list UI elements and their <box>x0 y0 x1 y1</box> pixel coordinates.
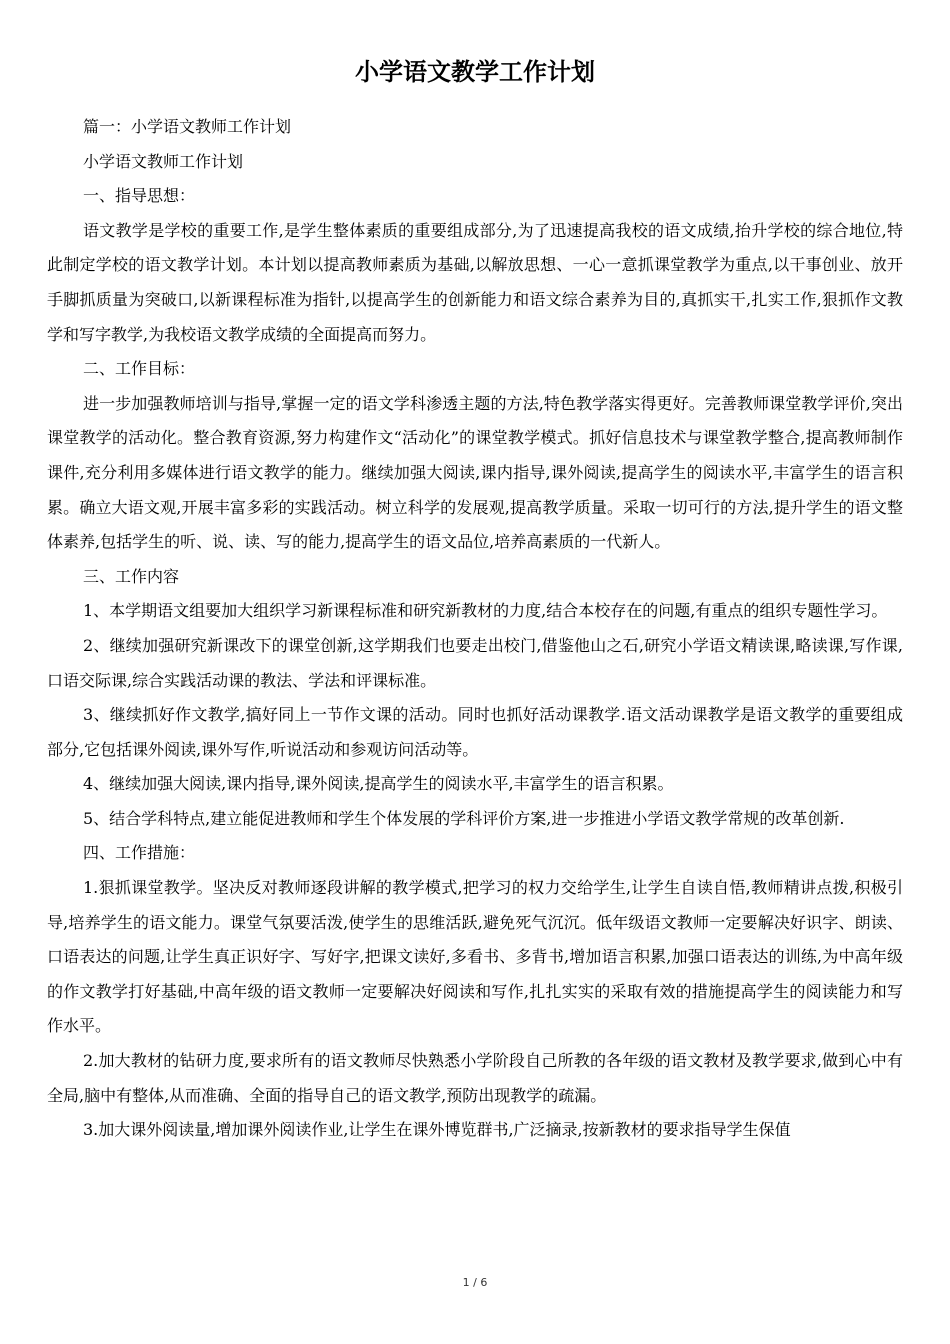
list-item: 4、继续加强大阅读,课内指导,课外阅读,提高学生的阅读水平,丰富学生的语言积累。 <box>83 774 674 794</box>
page-indicator: 1 / 6 <box>462 1276 488 1289</box>
document-title: 小学语文教学工作计划 <box>355 58 595 86</box>
paragraph: 进一步加强教师培训与指导,掌握一定的语文学科渗透主题的方法,特色教学落实得更好。完善教师课堂教学评价,突出课堂教学的活动化。整合教育资源,努力构建作文“活动化”的课堂教学模式。抓好信息技术与课堂教学整合,提高教师制作课件,充分利用多媒体进行语文教学的能力。继续加强大阅读,课内指导,课外阅读,提高学生的阅读水平,丰富学生的语言积累。确立大语文观,开展丰富多彩的实践活动。树立科学的发展观,提高教学质量。采取一切可行的方法,提升学生的语文整体素养,包括学生的听、说、读、写的能力,提高学生的语文品位,培养高素质的一代新人。 <box>47 393 903 552</box>
heading-guiding-thought: 一、指导思想： <box>83 186 196 206</box>
subtitle: 小学语文教师工作计划 <box>83 151 244 171</box>
list-item: 1.狠抓课堂教学。坚决反对教师逐段讲解的教学模式,把学习的权力交给学生,让学生自读自悟,教师精讲点拨,积极引导,培养学生的语文能力。课堂气氛要活泼,使学生的思维活跃,避免死气沉沉。低年级语文教师一定要解决好识字、朗读、口语表达的问题,让学生真正识好字、写好字,把课文读好,多看书、多背书,增加语言积累,加强口语表达的训练,为中高年级的作文教学打好基础,中高年级的语文教师一定要解决好阅读和写作,扎扎实实的采取有效的措施提高学生的阅读能力和写作水平。 <box>47 878 903 1036</box>
list-item: 2、继续加强研究新课改下的课堂创新,这学期我们也要走出校门,借鉴他山之石,研究小学语文精读课,略读课,写作课,口语交际课,综合实践活动课的教法、学法和评课标准。 <box>47 635 903 690</box>
heading-work-content: 三、工作内容 <box>83 566 180 586</box>
heading-work-goals: 二、工作目标： <box>83 359 196 379</box>
list-item: 5、结合学科特点,建立能促进教师和学生个体发展的学科评价方案,进一步推进小学语文教学常规的改革创新. <box>83 808 845 828</box>
list-item: 1、本学期语文组要加大组织学习新课程标准和研究新教材的力度,结合本校存在的问题,有重点的组织专题性学习。 <box>83 601 888 621</box>
document-page <box>47 52 903 1148</box>
section-label: 篇一：小学语文教师工作计划 <box>83 117 292 136</box>
list-item: 3.加大课外阅读量,增加课外阅读作业,让学生在课外博览群书,广泛摘录,按新教材的要求指导学生保值 <box>83 1120 791 1140</box>
document-body <box>47 110 903 1148</box>
heading-work-measures: 四、工作措施： <box>83 843 196 863</box>
list-item: 3、继续抓好作文教学,搞好同上一节作文课的活动。同时也抓好活动课教学.语文活动课教学是语文教学的重要组成部分,它包括课外阅读,课外写作,听说活动和参观访问活动等。 <box>47 705 903 759</box>
paragraph: 语文教学是学校的重要工作,是学生整体素质的重要组成部分,为了迅速提高我校的语文成绩,抬升学校的综合地位,特此制定学校的语文教学计划。本计划以提高教师素质为基础,以解放思想、一心一意抓课堂教学为重点,以干事创业、放开手脚抓质量为突破口,以新课程标准为指针,以提高学生的创新能力和语文综合素养为目的,真抓实干,扎实工作,狠抓作文教学和写字教学,为我校语文教学成绩的全面提高而努力。 <box>47 220 903 344</box>
list-item: 2.加大教材的钻研力度,要求所有的语文教师尽快熟悉小学阶段自己所教的各年级的语文教材及教学要求,做到心中有全局,脑中有整体,从而准确、全面的指导自己的语文教学,预防出现教学的疏漏。 <box>47 1051 903 1105</box>
